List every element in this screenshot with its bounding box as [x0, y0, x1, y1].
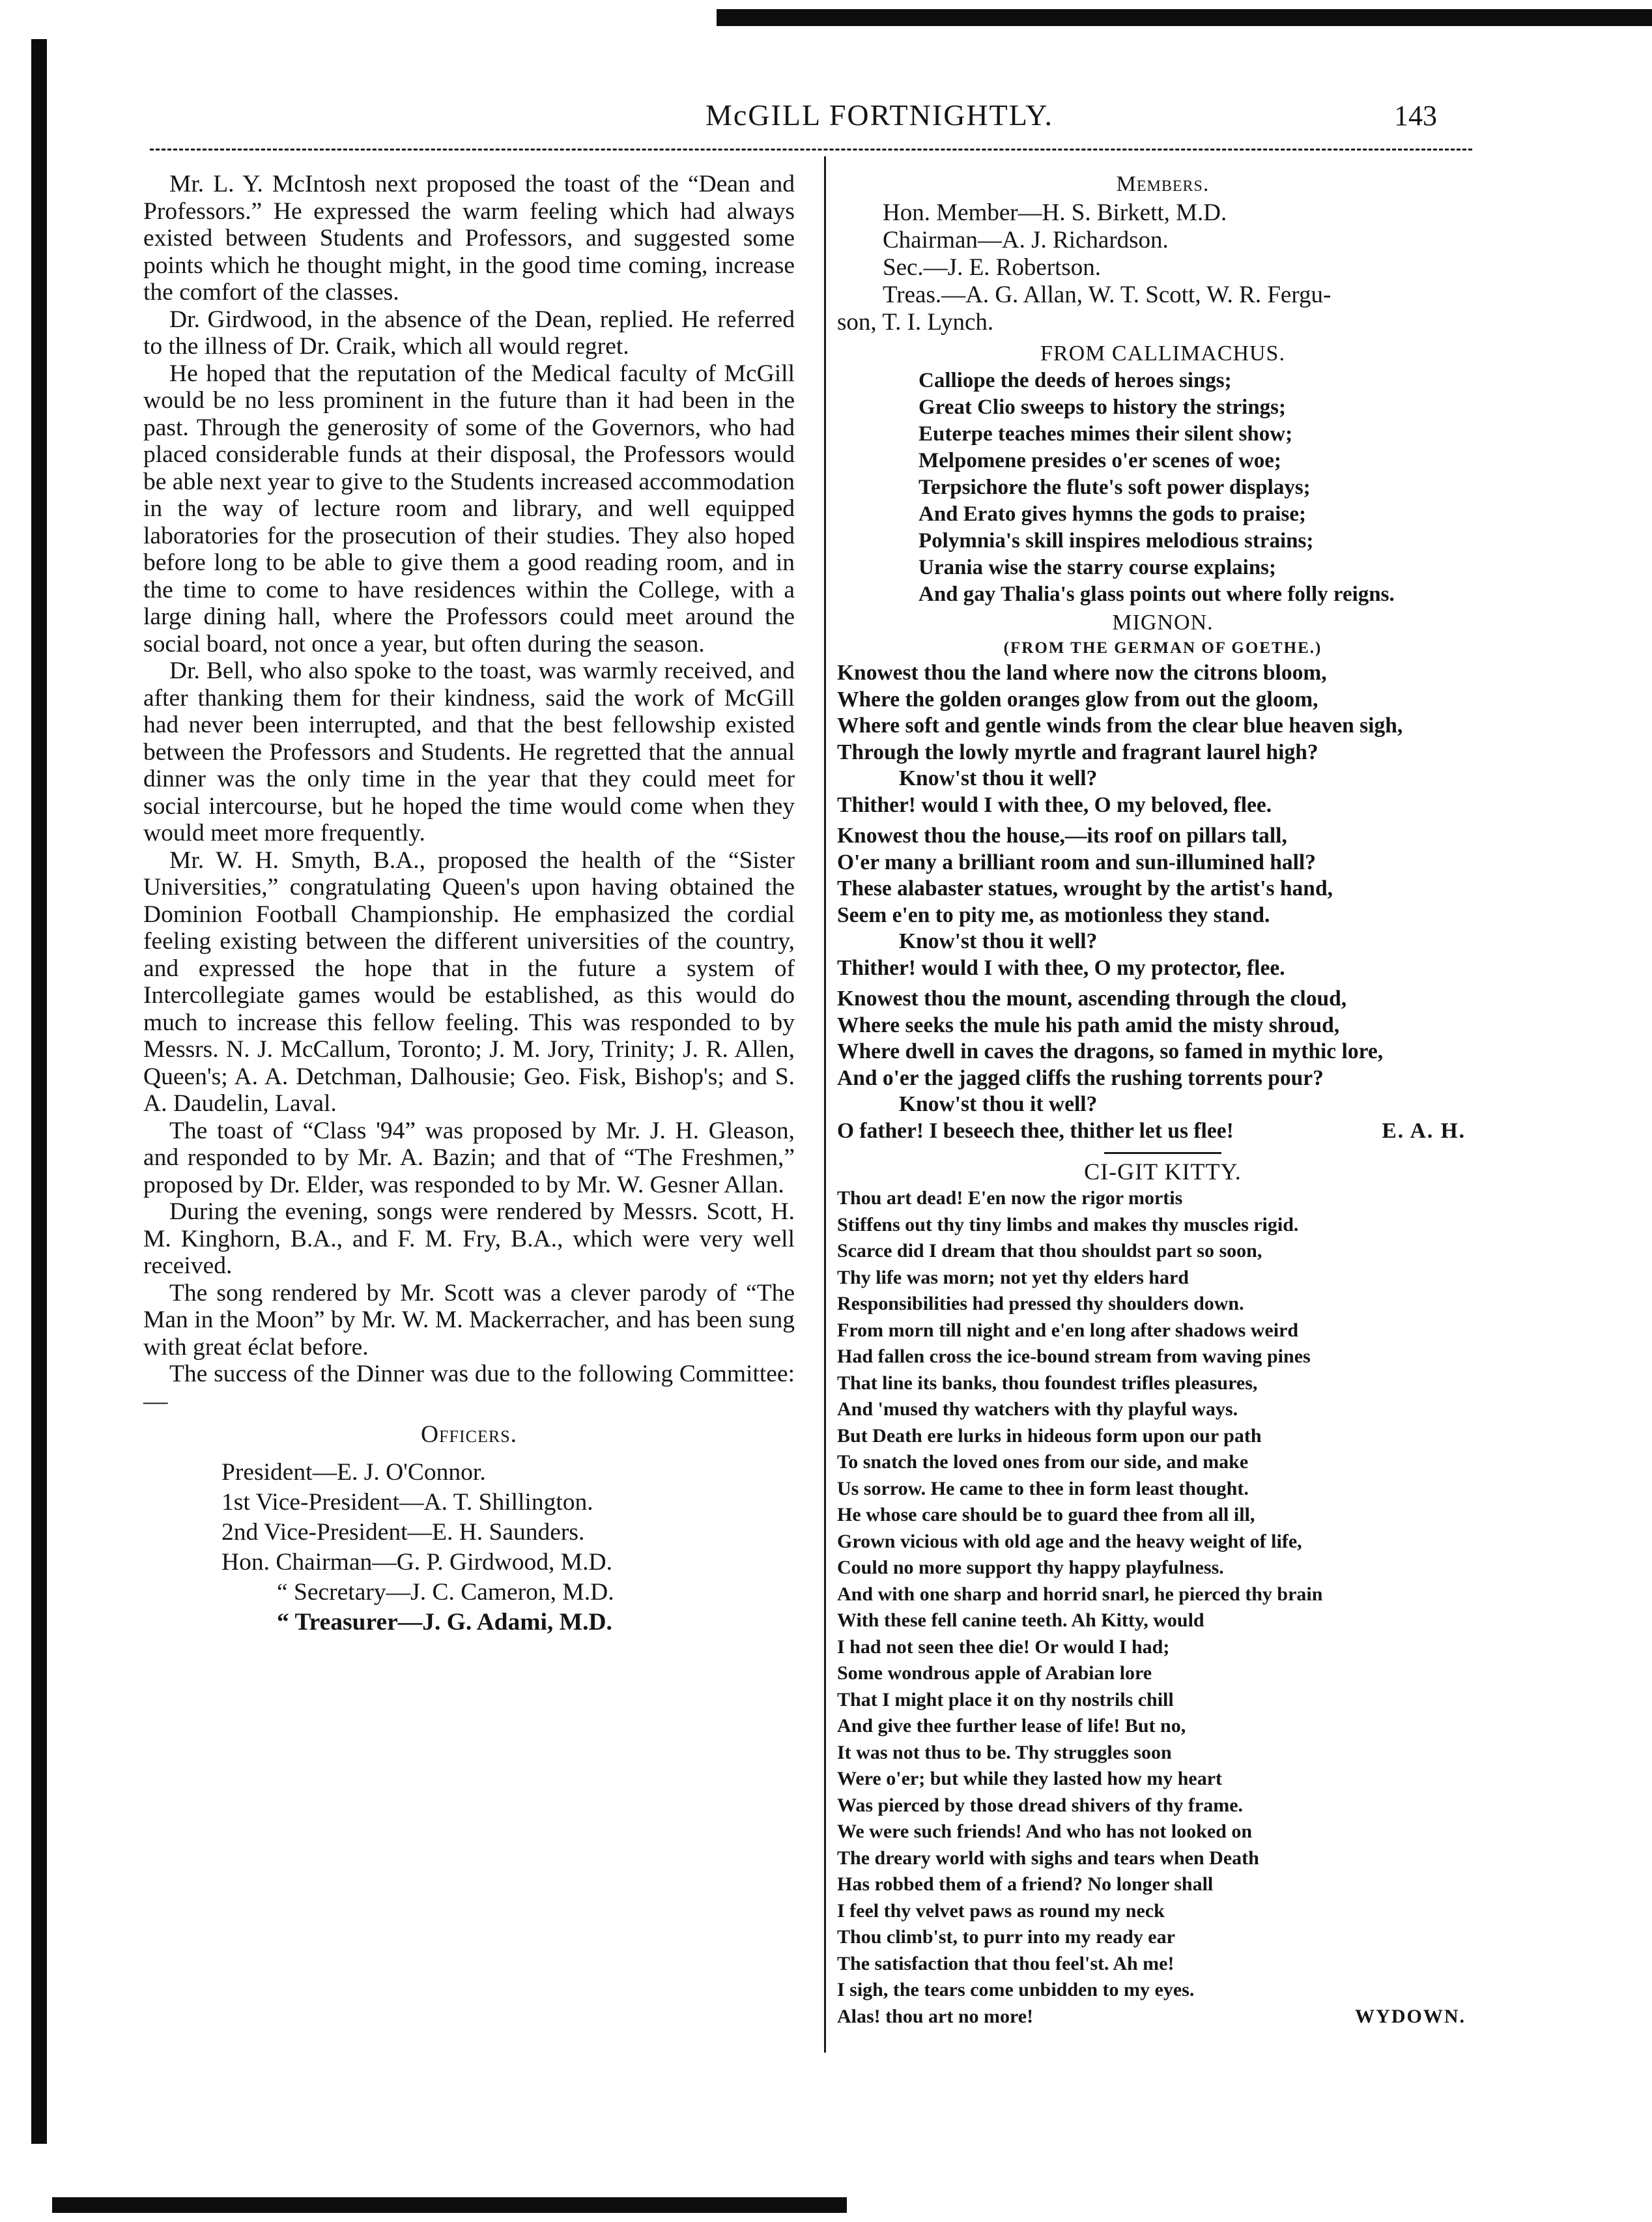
left-column — [143, 171, 795, 1638]
poem-line: Terpsichore the flute's soft power displays; — [919, 476, 1311, 499]
poem-line: From morn till night and e'en long after shadows weird — [837, 1319, 1299, 1341]
section-rule — [1104, 1152, 1221, 1154]
poem-line: O father! I beseech thee, thither let us flee! — [837, 1118, 1234, 1143]
mignon-subtitle: (FROM THE GERMAN OF GOETHE.) — [1003, 639, 1322, 657]
kitty-title: CI-GIT KITTY. — [1084, 1159, 1242, 1185]
poem-line: Had fallen cross the ice-bound stream from waving pines — [837, 1346, 1311, 1367]
poem-line: Thou climb'st, to purr into my ready ear — [837, 1926, 1175, 1948]
scan-left-bar — [31, 39, 47, 2144]
poem-line: Stiffens out thy tiny limbs and makes thy muscles rigid. — [837, 1213, 1299, 1235]
poem-line: I sigh, the tears come unbidden to my eyes. — [837, 1979, 1195, 2000]
poem-line: Melpomene presides o'er scenes of woe; — [919, 449, 1281, 472]
poem-refrain: Know'st thou it well? — [899, 766, 1098, 790]
poem-line: Knowest thou the house,—its roof on pillars tall, — [837, 824, 1287, 848]
paragraph: The success of the Dinner was due to the following Committee:— — [143, 1361, 795, 1415]
poem-line: With these fell canine teeth. Ah Kitty, would — [837, 1609, 1204, 1631]
poem-line: He whose care should be to guard thee from all ill, — [837, 1504, 1255, 1525]
poem-line: Thy life was morn; not yet thy elders hard — [837, 1266, 1189, 1288]
poem-line: That I might place it on thy nostrils chill — [837, 1688, 1174, 1710]
poem-signature: E. A. H. — [1382, 1118, 1466, 1143]
poem-line: Where soft and gentle winds from the clear blue heaven sigh, — [837, 714, 1403, 738]
poem-line: Was pierced by those dread shivers of thy frame. — [837, 1794, 1244, 1816]
poem-line: To snatch the loved ones from our side, and make — [837, 1451, 1249, 1473]
poem-line: I feel thy velvet paws as round my neck — [837, 1899, 1165, 1922]
officer-line: Hon. Chairman—G. P. Girdwood, M.D. — [221, 1548, 612, 1576]
paragraph: Dr. Girdwood, in the absence of the Dean, replied. He referred to the illness of Dr. Craik, which all would regret. — [143, 306, 795, 360]
poem-line: It was not thus to be. Thy struggles soon — [837, 1741, 1172, 1763]
poem-line: Urania wise the starry course explains; — [919, 556, 1277, 579]
poem-line: Polymnia's skill inspires melodious strains; — [919, 529, 1314, 553]
member-line: son, T. I. Lynch. — [837, 309, 994, 336]
poem-line: Were o'er; but while they lasted how my heart — [837, 1768, 1223, 1789]
poem-line: Knowest thou the mount, ascending through the cloud, — [837, 987, 1347, 1011]
paragraph: He hoped that the reputation of the Medical faculty of McGill would be no less prominent in the future than it had been in the past. Through the generosity of some of the Governors, who had placed considerable funds at their disposal, the Professors would be able next year to give to the Students increased accommodation in the way of lecture room and library, and well equipped laboratories for the prosecution of their studies. They also hoped before long to be able to give them a good reading room, and in the time to come to have residences within the College, with a large dining hall, where the Professors could meet around the social board, not once a year, but often during the season. — [143, 360, 795, 657]
poem-line: And gay Thalia's glass points out where folly reigns. — [919, 583, 1395, 606]
mignon-title: MIGNON. — [1112, 611, 1214, 635]
poem-line: Calliope the deeds of heroes sings; — [919, 369, 1232, 392]
paragraph: The toast of “Class '94” was proposed by Mr. J. H. Gleason, and responded to by Mr. A. Bazin; and that of “The Freshmen,” proposed by Dr. Elder, was responded to by Mr. W. Gesner Allan. — [143, 1117, 795, 1198]
poem-line: And Erato gives hymns the gods to praise; — [919, 502, 1306, 526]
paragraph: During the evening, songs were rendered by Messrs. Scott, H. M. Kinghorn, B.A., and F. M. Fry, B.A., which were very well received. — [143, 1198, 795, 1279]
officer-line: President—E. J. O'Connor. — [221, 1458, 486, 1486]
paragraph: Dr. Bell, who also spoke to the toast, was warmly received, and after thanking them for their kindness, said the work of McGill had never been interrupted, and that the best fellowship existed between the Professors and Students. He regretted that the annual dinner was the only time in the year that they could meet for social intercourse, but he hoped the time would come when they would meet more frequently. — [143, 657, 795, 846]
poem-line: And o'er the jagged cliffs the rushing torrents pour? — [837, 1065, 1324, 1090]
poem-line: But Death ere lurks in hideous form upon our path — [837, 1424, 1262, 1447]
poem-line: Thither! would I with thee, O my protector, flee. — [837, 955, 1285, 980]
poem-signature: WYDOWN. — [1355, 2005, 1466, 2027]
poem-line: And give thee further lease of life! But no, — [837, 1715, 1186, 1737]
poem-line: Where seeks the mule his path amid the misty shroud, — [837, 1013, 1340, 1037]
poem-line: Thou art dead! E'en now the rigor mortis — [837, 1187, 1183, 1209]
members-heading: Members. — [1116, 172, 1210, 196]
poem-line: And with one sharp and horrid snarl, he pierced thy brain — [837, 1583, 1323, 1605]
poem-line: That line its banks, thou foundest trifles pleasures, — [837, 1372, 1258, 1394]
poem-line: Through the lowly myrtle and fragrant laurel high? — [837, 740, 1318, 764]
poem-line: Scarce did I dream that thou shouldst part so soon, — [837, 1240, 1262, 1262]
poem-refrain: Know'st thou it well? — [899, 1092, 1098, 1116]
paragraph: Mr. L. Y. McIntosh next proposed the toast of the “Dean and Professors.” He expressed the warm feeling which had always existed between Students and Professors, and suggested some points which he thought might, in the good time coming, increase the comfort of the classes. — [143, 171, 795, 306]
poem-line: The dreary world with sighs and tears when Death — [837, 1847, 1259, 1869]
member-line: Hon. Member—H. S. Birkett, M.D. — [883, 199, 1227, 226]
poem-line: Responsibilities had pressed thy shoulders down. — [837, 1293, 1244, 1314]
poem-line: Euterpe teaches mimes their silent show; — [919, 422, 1293, 446]
officer-line: 2nd Vice-President—E. H. Saunders. — [221, 1518, 585, 1546]
poem-line: Great Clio sweeps to history the strings; — [919, 396, 1286, 419]
member-line: Chairman—A. J. Richardson. — [883, 227, 1169, 253]
poem-line: Grown vicious with old age and the heavy weight of life, — [837, 1530, 1302, 1552]
officer-line: “ Secretary—J. C. Cameron, M.D. — [277, 1578, 614, 1606]
poem-line: Where dwell in caves the dragons, so famed in mythic lore, — [837, 1039, 1384, 1063]
poem-line: Where the golden oranges glow from out the gloom, — [837, 687, 1318, 712]
callimachus-title: FROM CALLIMACHUS. — [1040, 341, 1285, 366]
poem-line: Some wondrous apple of Arabian lore — [837, 1662, 1152, 1684]
poem-line: The satisfaction that thou feel'st. Ah me! — [837, 1952, 1175, 1974]
poem-signoff-row — [837, 1118, 1488, 1145]
officers-heading: Officers. — [420, 1421, 518, 1448]
poem-line: Has robbed them of a friend? No longer shall — [837, 1873, 1214, 1895]
member-line: Sec.—J. E. Robertson. — [883, 254, 1102, 281]
poem-signoff-row — [837, 2004, 1488, 2030]
officer-line: 1st Vice-President—A. T. Shillington. — [221, 1488, 593, 1516]
poem-line: O'er many a brilliant room and sun-illumined hall? — [837, 850, 1316, 874]
poem-line: Seem e'en to pity me, as motionless they stand. — [837, 902, 1270, 927]
member-line: Treas.—A. G. Allan, W. T. Scott, W. R. Fergu- — [883, 281, 1332, 308]
poem-line: Thither! would I with thee, O my beloved, flee. — [837, 792, 1272, 817]
poem-line: I had not seen thee die! Or would I had; — [837, 1636, 1170, 1658]
right-column — [837, 171, 1488, 2030]
poem-line: We were such friends! And who has not looked on — [837, 1821, 1253, 1842]
page-number: 143 — [1394, 100, 1437, 132]
poem-line: Could no more support thy happy playfulness. — [837, 1557, 1224, 1578]
running-head: McGILL FORTNIGHTLY. — [705, 98, 1054, 132]
poem-line: And 'mused thy watchers with thy playful ways. — [837, 1398, 1238, 1420]
scan-top-bar — [717, 9, 1652, 26]
header-rule — [150, 149, 1472, 151]
officer-line: “ Treasurer—J. G. Adami, M.D. — [277, 1608, 612, 1636]
poem-line: These alabaster statues, wrought by the artist's hand, — [837, 876, 1333, 901]
paragraph: Mr. W. H. Smyth, B.A., proposed the health of the “Sister Universities,” congratulating Queen's upon having obtained the Dominion Football Championship. He emphasized the cordial feeling existing between the different universities of the country, and expressed the hope that in the future a system of Intercollegiate games would be established, as this would do much to increase this fellow feeling. This was responded to by Messrs. N. J. McCallum, Toronto; J. M. Jory, Trinity; J. R. Allen, Queen's; A. A. Detchman, Dalhousie; Geo. Fisk, Bishop's; and S. A. Daudelin, Laval. — [143, 846, 795, 1117]
scan-bottom-bar — [52, 2197, 847, 2213]
paragraph: The song rendered by Mr. Scott was a clever parody of “The Man in the Moon” by Mr. W. M. Mackerracher, and has been sung with great éclat before. — [143, 1279, 795, 1361]
column-divider — [824, 156, 826, 2053]
poem-refrain: Know'st thou it well? — [899, 929, 1098, 953]
poem-line: Us sorrow. He came to thee in form least thought. — [837, 1477, 1249, 1499]
poem-line: Knowest thou the land where now the citrons bloom, — [837, 661, 1327, 685]
poem-line: Alas! thou art no more! — [837, 2005, 1034, 2027]
